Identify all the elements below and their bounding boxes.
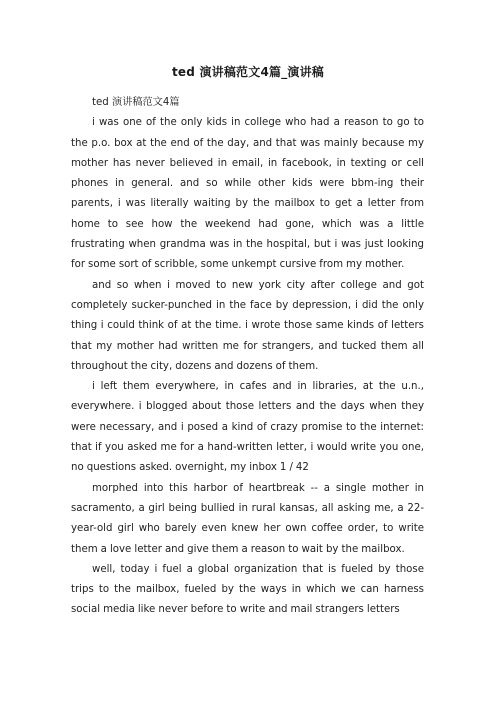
document-subtitle: ted 演讲稿范文4篇: [92, 97, 180, 108]
paragraph: i left them everywhere, in cafes and in libraries, at the u.n., everywhere. i blogged about those letters and the days when they were necessary, and i posed a kind of crazy promise to the internet: that if you asked me for a hand-written letter, i would write you one, no questions asked. overnight, my inbox 1 / 42: [71, 381, 424, 474]
document-title: ted 演讲稿范文4篇_演讲稿: [172, 65, 324, 79]
paragraph: and so when i moved to new york city after college and got completely sucker-punched in the face by depression, i did the only thing i could think of at the time. i wrote those same kinds of letters that my mother had written me for strangers, and tucked them all throughout the city, dozens and dozens of them.: [71, 279, 424, 372]
paragraph: well, today i fuel a global organization that is fueled by those trips to the mailbox, fueled by the ways in which we can harness social media like never before to write and mail strangers letters: [71, 563, 424, 616]
document-body: [71, 93, 424, 621]
paragraph: i was one of the only kids in college who had a reason to go to the p.o. box at the end of the day, and that was mainly because my mother has never believed in email, in facebook, in texting or cell phones in general. and so while other kids were bbm-ing their parents, i was literally waiting by the mailbox to get a letter from home to see how the weekend had gone, which was a little frustrating when grandma was in the hospital, but i was just looking for some sort of scribble, some unkempt cursive from my mother.: [71, 117, 424, 271]
paragraph: morphed into this harbor of heartbreak -- a single mother in sacramento, a girl being bullied in rural kansas, all asking me, a 22-year-old girl who barely even knew her own coffee order, to write them a love letter and give them a reason to wait by the mailbox.: [71, 482, 424, 555]
